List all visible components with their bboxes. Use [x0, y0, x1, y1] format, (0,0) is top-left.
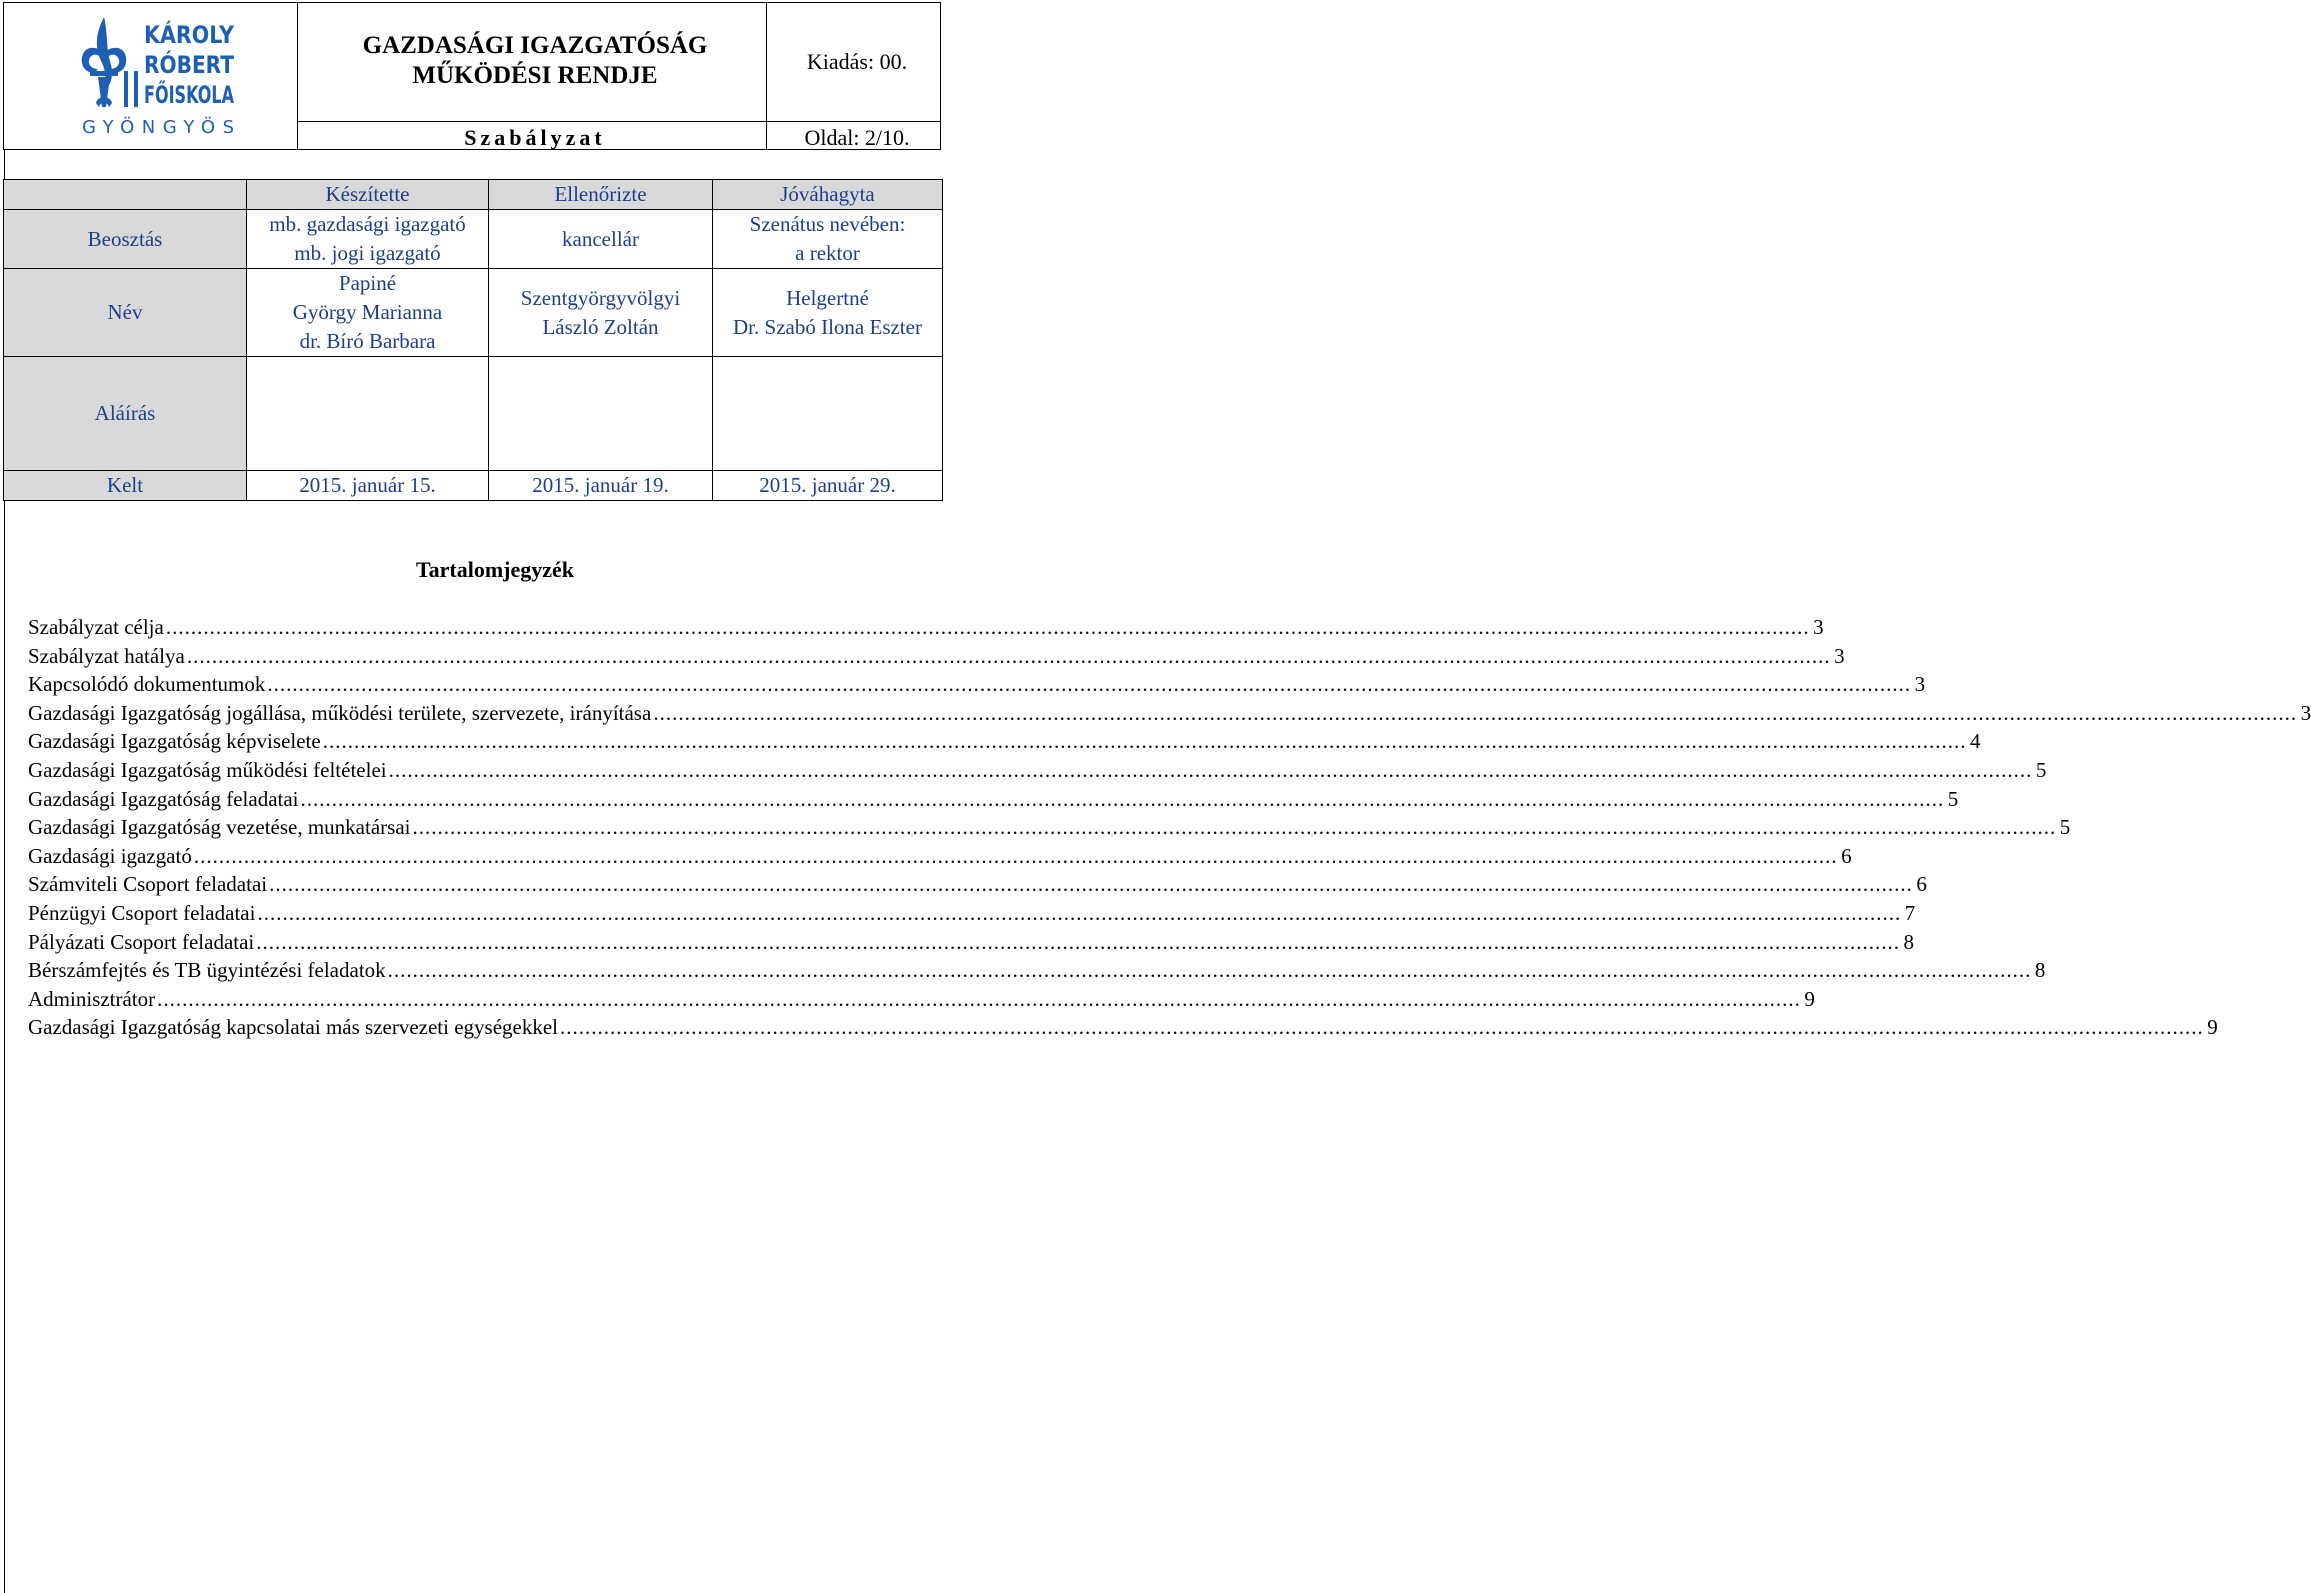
col-header-jovahagyta: Jóváhagyta [713, 180, 943, 210]
kelt-keszitette: 2015. január 15. [247, 471, 489, 501]
toc-entry-page: 5 [1947, 786, 1959, 811]
toc-leader-dots [269, 872, 1913, 897]
toc-entry-page: 4 [1969, 729, 1981, 754]
cell-line: Papiné [338, 271, 397, 295]
cell-line: Szenátus nevében: [749, 212, 906, 236]
header-divider [297, 121, 940, 122]
signature-cell [713, 357, 943, 471]
toc-entry-page: 5 [2059, 815, 2071, 840]
toc-entry-label: Gazdasági igazgató [28, 843, 192, 868]
toc-entry-page: 3 [2300, 700, 2311, 725]
toc-leader-dots [267, 672, 1911, 697]
approval-table [3, 179, 943, 501]
toc-entry-page: 5 [2035, 757, 2047, 782]
toc-leader-dots [560, 1015, 2204, 1040]
toc-leader-dots [194, 844, 1838, 869]
title-line-2: MŰKÖDÉSI RENDJE [412, 62, 658, 89]
toc-entry-label: Pályázati Csoport feladatai [28, 929, 255, 954]
toc-leader-dots [301, 787, 1945, 812]
toc-entry-label: Bérszámfejtés és TB ügyintézési feladatok [28, 958, 386, 983]
toc-leader-dots [653, 701, 2297, 726]
row-label-alairas: Aláírás [4, 357, 247, 471]
college-logo [76, 11, 279, 139]
document-title [301, 31, 769, 91]
toc-title: Tartalomjegyzék [415, 557, 575, 582]
logo-line-3: FŐISKOLA [144, 81, 279, 109]
table-of-contents [28, 615, 2311, 1044]
toc-entry[interactable] [28, 900, 1916, 930]
toc-entry-label: Gazdasági Igazgatóság jogállása, működési területe, szervezete, irányítása [28, 700, 652, 725]
toc-entry-label: Gazdasági Igazgatóság működési feltételei [28, 757, 387, 782]
toc-entry-label: Gazdasági Igazgatóság feladatai [28, 786, 299, 811]
title-line-1: GAZDASÁGI IGAZGATÓSÁG [362, 32, 708, 59]
toc-leader-dots [389, 758, 2033, 783]
beosztas-jovahagyta [713, 210, 943, 269]
cell-line: Helgertné [786, 285, 869, 310]
beosztas-ellenorizte: kancellár [489, 210, 713, 269]
toc-entry[interactable] [28, 986, 1815, 1016]
toc-entry-page: 3 [1834, 643, 1845, 668]
toc-entry-page: 3 [1813, 615, 1824, 639]
toc-entry-label: Pénzügyi Csoport feladatai [28, 900, 256, 925]
signature-cell [247, 357, 489, 471]
toc-entry-label: Szabályzat célja [28, 615, 164, 639]
toc-entry[interactable] [28, 958, 2046, 987]
toc-entry-label: Gazdasági Igazgatóság vezetése, munkatársai [28, 815, 411, 840]
document-header [3, 2, 941, 150]
toc-entry[interactable] [28, 786, 1959, 816]
toc-entry[interactable] [28, 929, 1915, 959]
cell-line: Szentgyörgyvölgyi [520, 285, 681, 310]
toc-entry-label: Gazdasági Igazgatóság kapcsolatai más szervezeti egységekkel [28, 1015, 559, 1040]
toc-entry-label: Kapcsolódó dokumentumok [28, 672, 266, 697]
toc-entry[interactable] [28, 643, 1845, 673]
toc-leader-dots [323, 729, 1967, 754]
toc-entry-page: 8 [2034, 958, 2046, 983]
toc-leader-dots [388, 958, 2032, 983]
cell-line: László Zoltán [542, 314, 659, 339]
signature-cell [489, 357, 713, 471]
toc-entry-label: Számviteli Csoport feladatai [28, 872, 268, 897]
kelt-jovahagyta: 2015. január 29. [713, 471, 943, 501]
toc-entry-page: 7 [1904, 900, 1916, 925]
toc-entry[interactable] [28, 815, 2071, 844]
toc-entry-label: Adminisztrátor [28, 986, 156, 1011]
toc-entry-label: Szabályzat hatálya [28, 643, 185, 668]
toc-entry[interactable] [28, 843, 1852, 873]
beosztas-keszitette [247, 210, 489, 269]
toc-entry-page: 6 [1841, 843, 1852, 868]
row-label-nev: Név [4, 269, 247, 357]
cell-line: Dr. Szabó Ilona Eszter [733, 314, 922, 339]
row-label-kelt: Kelt [4, 471, 247, 501]
toc-entry-page: 3 [1914, 672, 1926, 697]
edition-label: Kiadás: 00. [806, 49, 908, 74]
toc-leader-dots [256, 930, 1900, 955]
toc-leader-dots [166, 615, 1810, 640]
toc-entry-page: 6 [1916, 872, 1927, 897]
header-divider [297, 3, 298, 149]
cell-line: György Marianna [292, 300, 443, 324]
toc-entry[interactable] [28, 615, 1824, 644]
toc-leader-dots [412, 815, 2056, 840]
row-label-beosztas: Beosztás [4, 210, 247, 269]
toc-entry[interactable] [28, 700, 2311, 730]
col-header-ellenorizte: Ellenőrizte [489, 180, 713, 210]
toc-entry[interactable] [28, 1015, 2218, 1044]
toc-leader-dots [157, 987, 1801, 1012]
logo-line-1: KÁROLY [144, 21, 249, 49]
logo-line-4: GYÖNGYÖS [82, 117, 234, 138]
toc-leader-dots [257, 901, 1901, 926]
toc-entry[interactable] [28, 757, 2047, 787]
table-corner-cell [4, 180, 247, 210]
toc-entry-page: 9 [2207, 1015, 2218, 1040]
nev-jovahagyta [713, 269, 943, 357]
col-header-keszitette: Készítette [247, 180, 489, 210]
kelt-ellenorizte: 2015. január 19. [489, 471, 713, 501]
cell-line: a rektor [795, 241, 860, 265]
toc-entry[interactable] [28, 872, 1927, 901]
toc-entry[interactable] [28, 729, 1981, 758]
logo-line-2: RÓBERT [144, 51, 252, 79]
cell-line: mb. gazdasági igazgató [269, 212, 466, 236]
toc-entry[interactable] [28, 672, 1926, 701]
toc-entry-page: 8 [1903, 929, 1915, 954]
document-type: Szabályzat [464, 125, 606, 150]
toc-entry-page: 9 [1804, 986, 1815, 1011]
toc-leader-dots [187, 644, 1831, 669]
nev-ellenorizte [489, 269, 713, 357]
nev-keszitette [247, 269, 489, 357]
page-number: Oldal: 2/10. [804, 125, 910, 150]
cell-line: dr. Bíró Barbara [299, 329, 436, 353]
toc-entry-label: Gazdasági Igazgatóság képviselete [28, 729, 321, 754]
cell-line: mb. jogi igazgató [294, 241, 441, 265]
